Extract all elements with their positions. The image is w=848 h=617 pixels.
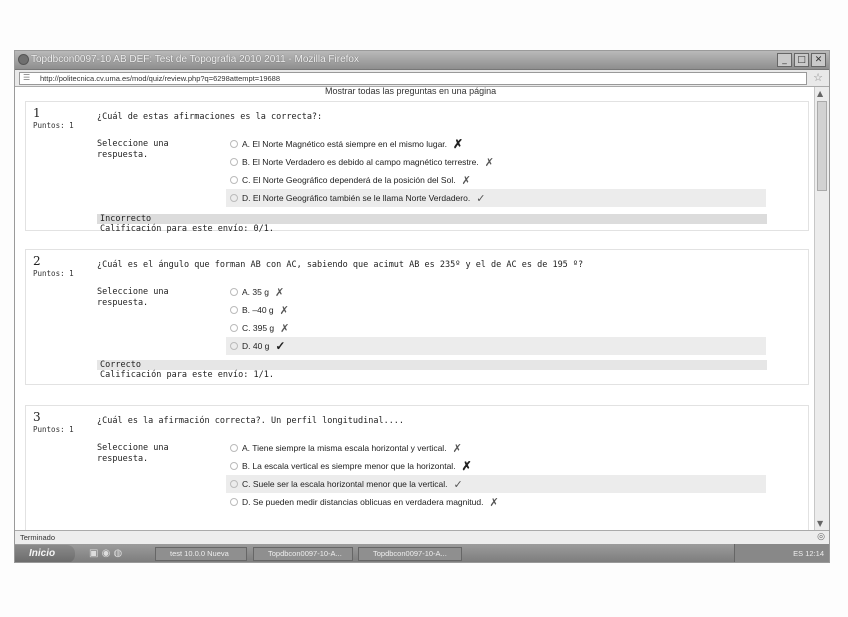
maximize-button[interactable]: □ <box>794 53 809 67</box>
radio-icon[interactable] <box>230 342 238 350</box>
answer-label: D. 40 g <box>242 341 270 351</box>
cross-mark-icon: ✗ <box>274 286 285 299</box>
cross-mark-icon: ✗ <box>461 459 472 473</box>
answer-label: C. 395 g <box>242 323 275 333</box>
radio-icon[interactable] <box>230 444 238 452</box>
question-2 <box>25 249 809 385</box>
taskbar-item[interactable]: Topdbcon0097-10-A... <box>253 547 353 561</box>
scroll-thumb[interactable] <box>817 101 827 191</box>
close-button[interactable]: ✕ <box>811 53 826 67</box>
result-status: Correcto <box>97 360 767 370</box>
radio-icon[interactable] <box>230 176 238 184</box>
answer-option-d[interactable] <box>226 189 766 207</box>
radio-icon[interactable] <box>230 480 238 488</box>
window-controls <box>777 53 826 67</box>
grade-text: Calificación para este envío: 0/1. <box>100 224 274 234</box>
answer-label: A. El Norte Magnético está siempre en el mismo lugar. <box>242 139 448 149</box>
start-button[interactable]: Inicio <box>15 545 75 563</box>
answer-option-a[interactable] <box>226 135 766 153</box>
question-number: 1 <box>33 106 41 120</box>
answer-option-b[interactable] <box>226 457 766 475</box>
answer-option-b[interactable] <box>226 301 766 319</box>
question-points: Puntos: 1 <box>33 425 74 434</box>
answer-label: B. La escala vertical es siempre menor que la horizontal. <box>242 461 456 471</box>
radio-icon[interactable] <box>230 324 238 332</box>
status-bar <box>15 530 829 544</box>
taskbar-item[interactable]: Topdbcon0097-10-A... <box>358 547 462 561</box>
radio-icon[interactable] <box>230 140 238 148</box>
question-points: Puntos: 1 <box>33 269 74 278</box>
status-icon: ◎ <box>817 532 825 542</box>
answer-option-b[interactable] <box>226 153 766 171</box>
system-tray: ES 12:14 <box>734 544 829 563</box>
answer-label: D. El Norte Geográfico también se le llama Norte Verdadero. <box>242 193 471 203</box>
answer-option-c[interactable] <box>226 171 766 189</box>
question-1 <box>25 101 809 234</box>
grade-text: Calificación para este envío: 1/1. <box>100 370 274 380</box>
question-number: 3 <box>33 410 41 424</box>
cross-mark-icon: ✗ <box>461 174 471 187</box>
answer-label: C. El Norte Geográfico dependerá de la posición del Sol. <box>242 175 456 185</box>
status-text: Terminado <box>20 533 56 542</box>
answer-option-d[interactable] <box>226 337 766 355</box>
answer-option-c[interactable] <box>226 475 766 493</box>
result-status: Incorrecto <box>97 214 767 224</box>
answer-label: B. El Norte Verdadero es debido al campo magnético terrestre. <box>242 157 479 167</box>
select-answer-label: Seleccione una respuesta. <box>97 139 169 160</box>
browser-window <box>14 50 830 563</box>
radio-icon[interactable] <box>230 462 238 470</box>
answer-list <box>226 283 766 355</box>
url-text: http://politecnica.cv.uma.es/mod/quiz/review.php?q=6298attempt=19688 <box>40 74 281 83</box>
answer-label: C. Suele ser la escala horizontal menor que la vertical. <box>242 479 448 489</box>
cross-mark-icon: ✗ <box>484 156 494 169</box>
page-content <box>15 87 815 530</box>
cross-mark-icon: ✗ <box>453 137 464 151</box>
question-text: ¿Cuál es la afirmación correcta?. Un perfil longitudinal.... <box>97 416 405 426</box>
check-mark-icon: ✓ <box>275 339 286 353</box>
radio-icon[interactable] <box>230 306 238 314</box>
answer-label: D. Se pueden medir distancias oblicuas en verdadera magnitud. <box>242 497 484 507</box>
answer-option-c[interactable] <box>226 319 766 337</box>
answer-label: A. 35 g <box>242 287 269 297</box>
question-number: 2 <box>33 254 41 268</box>
address-bar <box>15 70 829 87</box>
question-text: ¿Cuál es el ángulo que forman AB con AC, sabiendo que acimut AB es 235º y el de AC es de 195 º? <box>97 260 584 270</box>
vertical-scrollbar[interactable] <box>814 87 829 530</box>
site-icon: ☰ <box>23 73 31 82</box>
question-3 <box>25 405 809 530</box>
question-points: Puntos: 1 <box>33 121 74 130</box>
url-input[interactable] <box>19 72 807 85</box>
radio-icon[interactable] <box>230 158 238 166</box>
answer-option-a[interactable] <box>226 439 766 457</box>
taskbar-item[interactable]: test 10.0.0 Nueva <box>155 547 247 561</box>
firefox-icon <box>18 54 29 65</box>
scroll-down-icon[interactable]: ▼ <box>817 519 824 528</box>
title-bar <box>15 51 829 70</box>
cross-mark-icon: ✗ <box>452 442 462 455</box>
select-answer-label: Seleccione una respuesta. <box>97 287 169 308</box>
question-text: ¿Cuál de estas afirmaciones es la correcta?: <box>97 112 323 122</box>
scroll-up-icon[interactable]: ▲ <box>817 89 824 98</box>
cross-mark-icon: ✗ <box>280 322 290 335</box>
show-all-link[interactable]: Mostrar todas las preguntas en una página <box>325 87 497 96</box>
answer-list <box>226 135 766 207</box>
answer-option-d[interactable] <box>226 493 766 511</box>
cross-mark-icon: ✗ <box>489 496 499 509</box>
answer-label: A. Tiene siempre la misma escala horizontal y vertical. <box>242 443 447 453</box>
answer-list <box>226 439 766 511</box>
quick-launch-icons[interactable]: ▣ ◉ ◍ <box>89 548 123 559</box>
answer-option-a[interactable] <box>226 283 766 301</box>
cross-mark-icon: ✗ <box>279 304 289 317</box>
answer-label: B. –40 g <box>242 305 274 315</box>
window-title: Topdbcon0097-10 AB DEF: Test de Topografia 2010 2011 - Mozilla Firefox <box>31 54 359 65</box>
radio-icon[interactable] <box>230 194 238 202</box>
radio-icon[interactable] <box>230 498 238 506</box>
select-answer-label: Seleccione una respuesta. <box>97 443 169 464</box>
minimize-button[interactable]: _ <box>777 53 792 67</box>
check-mark-icon: ✓ <box>476 192 486 205</box>
check-mark-icon: ✓ <box>453 478 463 491</box>
radio-icon[interactable] <box>230 288 238 296</box>
bookmark-star-icon[interactable]: ☆ <box>813 71 823 84</box>
taskbar <box>15 544 829 563</box>
